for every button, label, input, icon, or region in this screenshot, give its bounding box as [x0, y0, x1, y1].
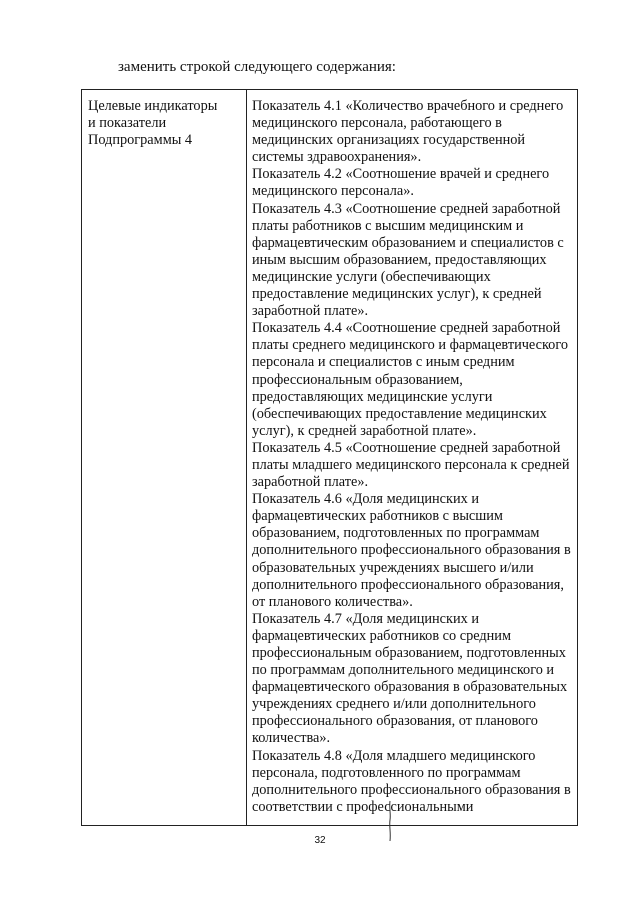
page-number: 32 — [314, 835, 326, 846]
indicator-4-4: Показатель 4.4 «Соотношение средней заработной платы среднего медицинского и фармацевтического персонала и специалистов с иным средним профессиональным образованием, предоставляющих медицинские услуги (обеспечивающих предоставление медицинских услуг), к средней заработной плате». — [252, 320, 568, 439]
row-label: Целевые индикаторы и показатели Подпрограммы 4 — [88, 98, 218, 149]
indicator-4-2: Показатель 4.2 «Соотношение врачей и среднего медицинского персонала». — [252, 166, 550, 200]
indicator-4-8: Показатель 4.8 «Доля младшего медицинского персонала, подготовленного по программам дополнительного профессионального образования в соответствии с профессиональными — [252, 747, 571, 815]
row-label-cell — [82, 90, 247, 826]
indicator-4-5: Показатель 4.5 «Соотношение средней заработной платы младшего медицинского персонала к средней заработной плате». — [252, 439, 570, 491]
indicator-4-6: Показатель 4.6 «Доля медицинских и фармацевтических работников с высшим образованием, подготовленных по программам дополнительного профессионального образования в образовательных учреждениях высшего и/или дополнительного профессионального образования, от планового количества». — [252, 491, 571, 610]
indicator-4-7: Показатель 4.7 «Доля медицинских и фармацевтических работников со средним профессиональным образованием, подготовленных по программам дополнительного медицинского и фармацевтического образования в образовательных учреждениях среднего и/или дополнительного профессионального образования, от планового количества». — [252, 610, 568, 747]
indicator-4-1: Показатель 4.1 «Количество врачебного и среднего медицинского персонала, работающего в медицинских организациях государственной системы здравоохранения». — [252, 98, 564, 166]
table-row — [82, 90, 578, 826]
intro-text: заменить строкой следующего содержания: — [118, 59, 396, 75]
indicators-table — [81, 89, 578, 826]
indicators-cell — [247, 90, 578, 826]
indicator-4-3: Показатель 4.3 «Соотношение средней заработной платы работников с высшим медицинским и фармацевтическим образованием и специалистов с иным высшим образованием, предоставляющих медицинские услуги (обеспечивающих предоставление медицинских услуг), к средней заработной плате». — [252, 200, 564, 320]
